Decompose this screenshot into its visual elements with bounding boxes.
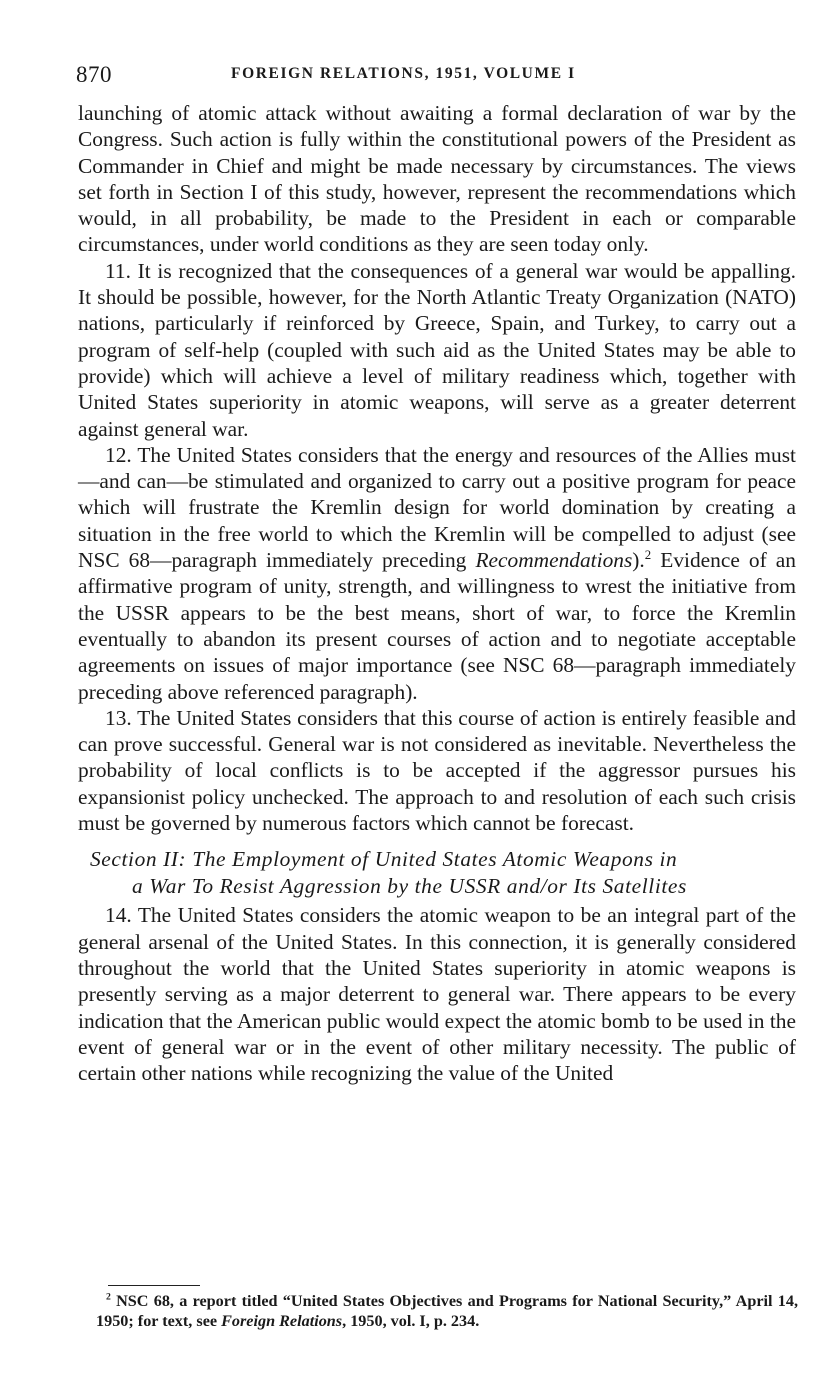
footnote-italic: Foreign Relations [221, 1312, 343, 1330]
footnote [96, 1291, 798, 1331]
paragraph-12-part-c: Evidence of an affirmative program of unity, strength, and willingness to wrest the initiative from the USSR appears to be the best means, short of war, to force the Kremlin eventually to abandon its present courses of action and to negotiate acceptable agreements on issues of major importance (see NSC 68—paragraph immediately preceding above referenced paragraph). [78, 548, 796, 704]
paragraph-continued: launching of atomic attack without awaiting a formal declaration of war by the Congress. Such action is fully within the constitutional powers of the President as Commander in Chief and might be made necessary by circumstances. The views set forth in Section I of this study, however, represent the recommendations which would, in all probability, be made to the President in each or comparable circumstances, under world conditions as they are seen today only. [78, 101, 796, 257]
footnote-reference[interactable]: 2 [644, 547, 652, 562]
footnote-divider [108, 1285, 200, 1286]
paragraph-12-part-a: 12. The United States considers that the energy and resources of the Allies must—and can—be stimulated and organized to carry out a positive program for peace which will frustrate the Kremlin design for world domination by creating a situation in the free world to which the Kremlin will be compelled to adjust (see NSC 68—paragraph immediately preceding [78, 442, 796, 573]
paragraph-14: 14. The United States considers the atomic weapon to be an integral part of the general arsenal of the United States. In this connection, it is generally considered throughout the world that the United States superiority in atomic weapons is presently serving as a major deterrent to general war. There appears to be every indication that the American public would expect the atomic bomb to be used in the event of general war or in the event of other military necessity. The public of certain other nations while recognizing the value of the United [78, 903, 796, 1086]
page-header [76, 62, 796, 92]
section-heading [90, 846, 796, 900]
paragraph-12 [78, 442, 796, 705]
footnote-mark: 2 [106, 1291, 111, 1303]
section-heading-line1: Section II: The Employment of United States Atomic Weapons in [90, 847, 678, 872]
section-heading-line2: a War To Resist Aggression by the USSR and/or Its Satellites [132, 874, 687, 899]
running-head: FOREIGN RELATIONS, 1951, VOLUME I [231, 65, 576, 82]
page-number: 870 [76, 62, 112, 87]
paragraph-12-italic: Recommendations [475, 548, 633, 573]
footnote-text-b: , 1950, vol. I, p. 234. [342, 1312, 480, 1330]
body-text [78, 100, 796, 1086]
footnote-text-a: NSC 68, a report titled “United States Objectives and Programs for National Security,” April 14, 1950; for text, see [96, 1292, 798, 1330]
paragraph-11: 11. It is recognized that the consequences of a general war would be appalling. It should be possible, however, for the North Atlantic Treaty Organization (NATO) nations, particularly if reinforced by Greece, Spain, and Turkey, to carry out a program of self-help (coupled with such aid as the United States may be able to provide) which will achieve a level of military readiness which, together with United States superiority in atomic weapons, will serve as a greater deterrent against general war. [78, 258, 796, 441]
paragraph-13: 13. The United States considers that this course of action is entirely feasible and can prove successful. General war is not considered as inevitable. Nevertheless the probability of local conflicts is to be accepted if the aggressor pursues his expansionist policy unchecked. The approach to and resolution of each such crisis must be governed by numerous factors which cannot be forecast. [78, 705, 796, 836]
paragraph-12-part-b: ). [632, 548, 645, 573]
